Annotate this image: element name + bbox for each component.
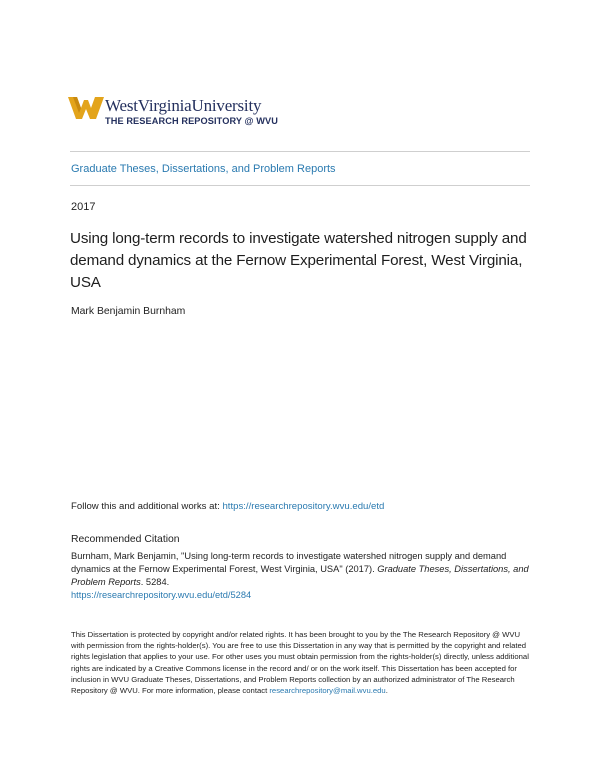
copyright-notice [71, 629, 533, 696]
citation-link[interactable]: https://researchrepository.wvu.edu/etd/5284 [71, 590, 252, 600]
citation-block [71, 550, 533, 602]
recommended-citation-heading: Recommended Citation [71, 534, 180, 545]
divider-top [70, 151, 530, 152]
wvu-logo[interactable] [68, 97, 288, 131]
wvu-flying-wv-logo-icon [68, 97, 104, 119]
author-name: Mark Benjamin Burnham [71, 306, 186, 317]
series-link[interactable]: Graduate Theses, Dissertations, and Problem Reports [71, 163, 336, 175]
follow-prefix: Follow this and additional works at: [71, 501, 223, 512]
etd-collection-link[interactable]: https://researchrepository.wvu.edu/etd [222, 501, 385, 512]
follow-line [71, 501, 384, 512]
divider-bottom [70, 185, 530, 186]
citation-number: . 5284. [140, 577, 170, 587]
repository-name: THE RESEARCH REPOSITORY @ WVU [105, 116, 279, 126]
document-title: Using long-term records to investigate watershed nitrogen supply and demand dynamics at the Fernow Experimental Forest, West Virginia, USA [70, 230, 527, 291]
notice-end: . [385, 686, 388, 696]
citation-journal: Graduate Theses, Dissertations, and Problem Reports [71, 564, 529, 587]
citation-text: Burnham, Mark Benjamin, "Using long-term records to investigate watershed nitrogen supply and demand dynamics at the Fernow Experimental Forest, West Virginia, USA" (2017). [71, 551, 507, 574]
contact-email-link[interactable]: researchrepository@mail.wvu.edu [269, 686, 386, 696]
publication-year: 2017 [71, 201, 96, 213]
notice-text: This Dissertation is protected by copyright and/or related rights. It has been brought to you by the The Research Repository @ WVU with permission from the rights-holder(s). You are free to use this Dissertation in any way that is permitted by the copyright and related rights legislation that applies to your use. For other uses you must obtain permission from the rights-holder(s) directly, unless additional rights are indicated by a Creative Commons license in the record and/ or on the work itself. This Dissertation has been accepted for inclusion in WVU Graduate Theses, Dissertations, and Problem Reports collection by an authorized administrator of The Research Repository @ WVU. For more information, please contact [71, 630, 529, 696]
university-name: WestVirginiaUniversity [105, 96, 262, 115]
